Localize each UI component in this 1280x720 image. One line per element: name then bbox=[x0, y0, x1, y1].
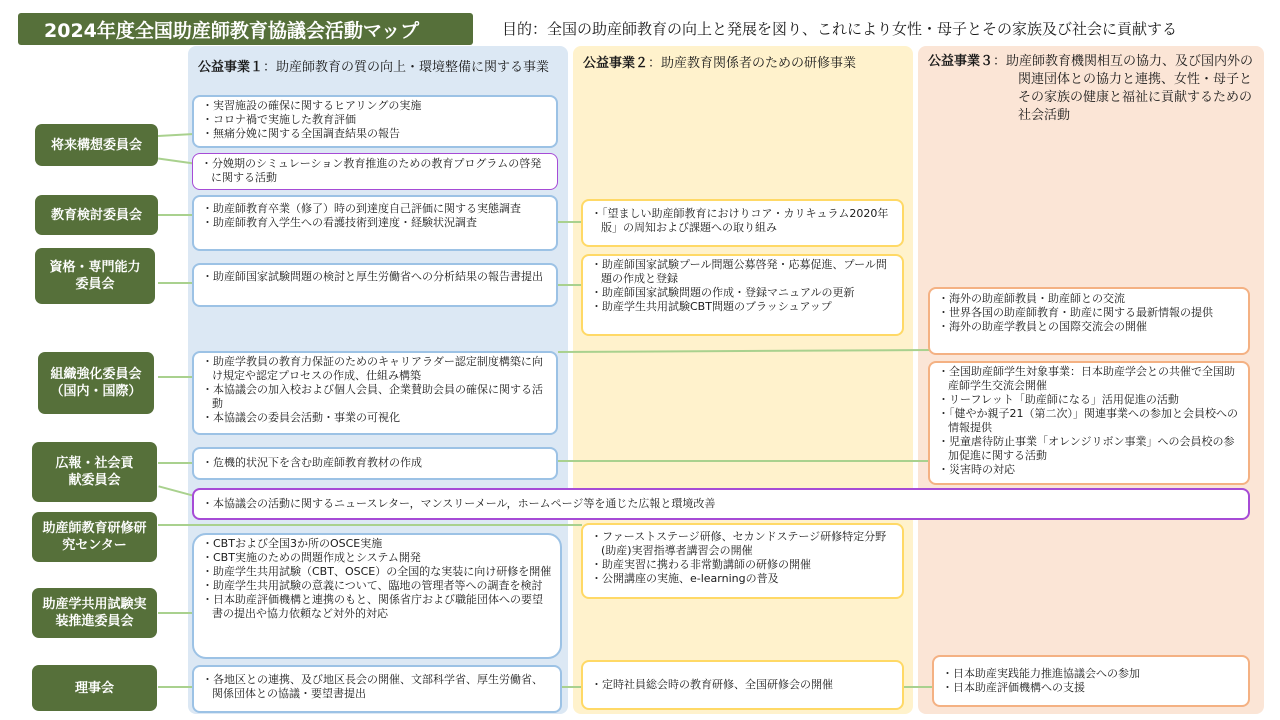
committee-board: 理事会 bbox=[32, 665, 157, 711]
connector-line bbox=[158, 376, 194, 378]
project3-heading: 公益事業３：助産師教育機関相互の協力、及び国内外の関連団体との協力と連携、女性・母子とその家族の健康と福祉に貢献するための社会活動 bbox=[928, 54, 1254, 123]
list-item: ・災害時の対応 bbox=[938, 463, 1015, 476]
list-item: ・助産師国家試験プール問題公募啓発・応募促進、プール問題の作成と登録 bbox=[591, 258, 887, 285]
list-item: ・日本助産実践能力推進協議会への参加 bbox=[942, 667, 1140, 680]
committee-qualification: 資格・専門能力委員会 bbox=[35, 248, 155, 304]
list-item: ・助産師教育入学生への看護技術到達度・経験状況調査 bbox=[202, 216, 477, 229]
connector-line bbox=[558, 221, 582, 223]
box-education-survey bbox=[192, 195, 558, 251]
page-title: 2024年度全国助産師教育協議会活動マップ bbox=[18, 13, 473, 45]
box-exam-pool bbox=[581, 254, 904, 336]
connector-line bbox=[558, 460, 930, 462]
list-item: ・公開講座の実施、e-learningの普及 bbox=[591, 572, 779, 585]
list-item: ・助産学生共用試験（CBT、OSCE）の全国的な実装に向け研修を開催 bbox=[202, 565, 552, 578]
committee-education: 教育検討委員会 bbox=[35, 195, 158, 235]
box-social-activities bbox=[928, 361, 1250, 485]
list-item: ・海外の助産学教員との国際交流会の開催 bbox=[938, 320, 1147, 333]
committee-organization: 組織強化委員会（国内・国際） bbox=[38, 352, 154, 414]
connector-line bbox=[158, 214, 194, 216]
project1-heading: 公益事業１：助産師教育の質の向上・環境整備に関する事業 bbox=[198, 60, 550, 75]
list-item: ・海外の助産師教員・助産師との交流 bbox=[938, 292, 1125, 305]
list-item: ・CBT実施のための問題作成とシステム開発 bbox=[202, 551, 421, 564]
list-item: ・助産学生共用試験の意義について、臨地の管理者等への調査を検討 bbox=[202, 579, 543, 592]
purpose-statement: 目的：全国の助産師教育の向上と発展を図り、これにより女性・母子とその家族及び社会に貢献する bbox=[502, 20, 1178, 38]
list-item: ・全国助産師学生対象事業：日本助産学会との共催で全国助産師学生交流会開催 bbox=[938, 365, 1235, 392]
list-item: ・日本助産評価機構への支援 bbox=[942, 681, 1085, 694]
connector-line bbox=[158, 524, 582, 526]
committee-shared-exam: 助産学共用試験実装推進委員会 bbox=[32, 588, 157, 638]
list-item: ・リーフレット「助産師になる」活用促進の活動 bbox=[938, 393, 1179, 406]
list-item: ・分娩期のシミュレーション教育推進のための教育プログラムの啓発に関する活動 bbox=[201, 157, 542, 184]
list-item: ・世界各国の助産師教育・助産に関する最新情報の提供 bbox=[938, 306, 1213, 319]
box-teaching-materials bbox=[192, 447, 558, 480]
box-shared-exam bbox=[192, 533, 562, 659]
connector-line bbox=[558, 284, 582, 286]
connector-line bbox=[158, 462, 194, 464]
committee-research-center: 助産師教育研修研究センター bbox=[32, 512, 157, 562]
list-item: ・無痛分娩に関する全国調査結果の報告 bbox=[202, 127, 400, 140]
box-external-support bbox=[932, 655, 1250, 707]
list-item: ・各地区との連携、及び地区長会の開催、文部科学省、厚生労働省、関係団体との協議・要望書提出 bbox=[202, 673, 543, 700]
committee-future-planning: 将来構想委員会 bbox=[35, 124, 158, 166]
project2-heading: 公益事業２：助産教育関係者のための研修事業 bbox=[583, 56, 857, 71]
box-core-curriculum bbox=[581, 199, 904, 247]
box-organization bbox=[192, 351, 558, 435]
list-item: ・CBTおよび全国3か所のOSCE実施 bbox=[202, 537, 383, 550]
list-item: ・日本助産評価機構と連携のもと、関係省庁および職能団体への要望書の提出や協力依頼など対外的対応 bbox=[202, 593, 543, 620]
box-international bbox=[928, 287, 1250, 355]
list-item: ・本協議会の委員会活動・事業の可視化 bbox=[202, 411, 400, 424]
box-future-planning bbox=[192, 95, 558, 148]
list-item: ・助産師国家試験問題の作成・登録マニュアルの更新 bbox=[591, 286, 855, 299]
connector-line bbox=[158, 612, 194, 614]
list-item: ・実習施設の確保に関するヒアリングの実施 bbox=[202, 99, 422, 112]
box-board-coordination bbox=[192, 665, 562, 713]
list-item: ・本協議会の活動に関するニュースレター，マンスリーメール，ホームページ等を通じた広報と環境改善 bbox=[202, 497, 716, 510]
list-item: ・児童虐待防止事業「オレンジリボン事業」への会員校の参加促進に関する活動 bbox=[938, 435, 1235, 462]
box-training bbox=[581, 523, 904, 599]
list-item: ・助産師教育卒業（修了）時の到達度自己評価に関する実態調査 bbox=[202, 202, 521, 215]
list-item: ・「健やか親子21（第二次）」関連事業への参加と会員校への情報提供 bbox=[938, 407, 1238, 434]
project2-column bbox=[573, 46, 913, 714]
list-item: ・危機的状況下を含む助産師教育教材の作成 bbox=[202, 456, 422, 469]
list-item: ・本協議会の加入校および個人会員、企業賛助会員の確保に関する活動 bbox=[202, 383, 543, 410]
connector-line bbox=[158, 686, 194, 688]
list-item: ・「望ましい助産師教育におけりコア・カリキュラム2020年版」の周知および課題への取り組み bbox=[591, 207, 889, 234]
list-item: ・助産学生共用試験CBT問題のブラッシュアップ bbox=[591, 300, 832, 313]
box-newsletter-pr bbox=[192, 488, 1250, 520]
box-general-meeting-training bbox=[581, 660, 904, 710]
connector-line bbox=[904, 686, 934, 688]
box-national-exam-report bbox=[192, 263, 558, 307]
list-item: ・助産師国家試験問題の検討と厚生労働省への分析結果の報告書提出 bbox=[202, 270, 543, 283]
list-item: ・コロナ禍で実施した教育評価 bbox=[202, 113, 356, 126]
list-item: ・定時社員総会時の教育研修、全国研修会の開催 bbox=[591, 678, 833, 691]
list-item: ・ファーストステージ研修、セカンドステージ研修特定分野(助産)実習指導者講習会の開催 bbox=[591, 530, 887, 557]
list-item: ・助産学教員の教育力保証のためのキャリアラダー認定制度構築に向け規定や認定プロセスの作成、仕組み構築 bbox=[202, 355, 543, 382]
list-item: ・助産実習に携わる非常勤講師の研修の開催 bbox=[591, 558, 811, 571]
committee-pr-social: 広報・社会貢献委員会 bbox=[32, 442, 157, 502]
box-simulation-education bbox=[192, 153, 558, 190]
connector-line bbox=[158, 282, 194, 284]
